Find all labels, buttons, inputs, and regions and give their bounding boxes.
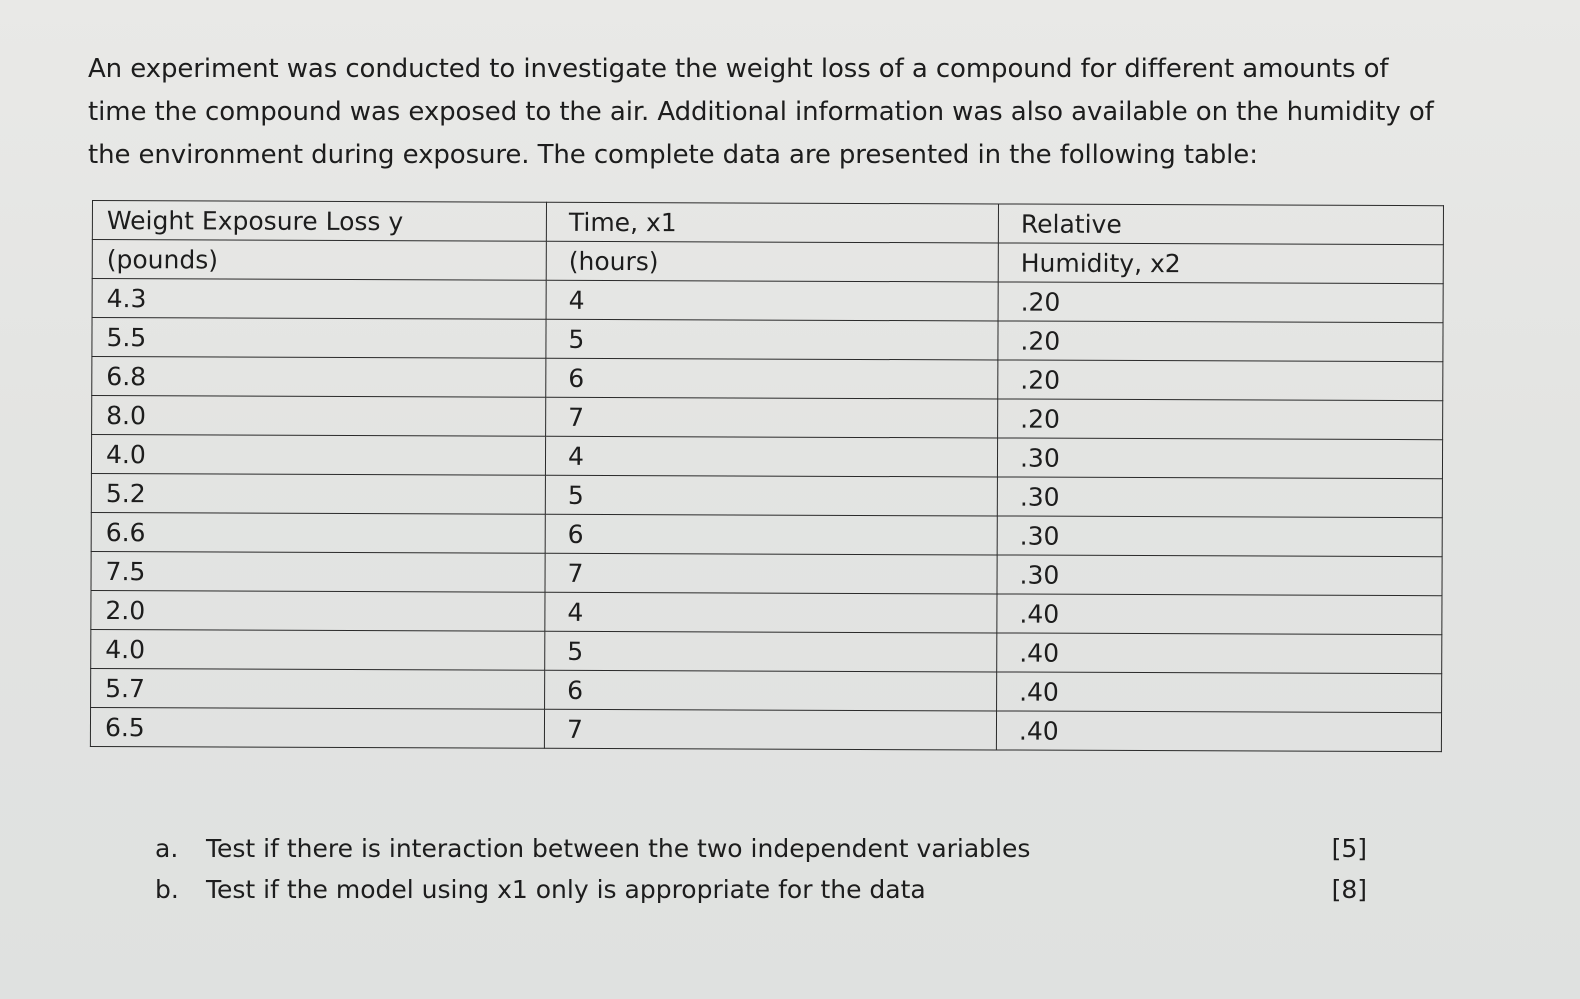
table-row — [90, 707, 1441, 751]
cell-humidity: .20 — [998, 321, 1443, 362]
cell-weight-loss: 5.5 — [92, 318, 546, 359]
cell-humidity: .30 — [997, 555, 1442, 596]
table-row — [91, 590, 1442, 634]
problem-statement — [88, 48, 1488, 177]
cell-weight-loss: 6.8 — [92, 357, 546, 398]
cell-humidity: .40 — [997, 594, 1442, 635]
table-row — [92, 396, 1443, 440]
table-header-row — [92, 240, 1443, 284]
cell-humidity: .30 — [997, 438, 1442, 479]
table-row — [92, 318, 1443, 362]
data-table — [90, 200, 1444, 752]
header-weight-loss: Weight Exposure Loss y — [92, 201, 546, 242]
cell-time: 7 — [545, 553, 997, 594]
table-row — [91, 551, 1442, 595]
question-marks: [8] — [1331, 875, 1367, 904]
cell-time: 4 — [545, 436, 997, 477]
question-letter: b. — [155, 875, 179, 904]
cell-time: 4 — [545, 592, 997, 633]
header-time-unit: (hours) — [546, 241, 998, 282]
header-humidity: Relative — [998, 204, 1443, 245]
question-letter: a. — [155, 834, 179, 863]
cell-time: 5 — [546, 319, 998, 360]
question-list — [155, 828, 1385, 910]
cell-weight-loss: 4.0 — [91, 435, 545, 476]
cell-weight-loss: 2.0 — [91, 590, 545, 631]
question-item — [155, 828, 1385, 869]
cell-time: 7 — [544, 709, 996, 750]
cell-humidity: .20 — [998, 282, 1443, 323]
cell-humidity: .30 — [997, 477, 1442, 518]
cell-weight-loss: 7.5 — [91, 551, 545, 592]
problem-statement-line-1: An experiment was conducted to investigate the weight loss of a compound for different amounts of — [88, 54, 1389, 84]
cell-weight-loss: 6.5 — [90, 707, 544, 748]
cell-humidity: .40 — [996, 711, 1441, 752]
cell-weight-loss: 8.0 — [92, 396, 546, 437]
table-row — [91, 435, 1442, 479]
cell-time: 4 — [546, 280, 998, 321]
header-weight-loss-unit: (pounds) — [92, 240, 546, 281]
question-text: Test if there is interaction between the two independent variables — [206, 834, 1031, 863]
problem-statement-line-3: the environment during exposure. The complete data are presented in the following table: — [88, 140, 1258, 170]
cell-humidity: .20 — [998, 399, 1443, 440]
problem-statement-line-2: time the compound was exposed to the air. Additional information was also available on the humidity of — [88, 97, 1434, 127]
cell-weight-loss: 4.3 — [92, 279, 546, 320]
table-header-row — [92, 201, 1443, 245]
table-row — [91, 629, 1442, 673]
cell-weight-loss: 4.0 — [91, 629, 545, 670]
question-marks: [5] — [1331, 834, 1367, 863]
cell-time: 5 — [545, 475, 997, 516]
cell-humidity: .30 — [997, 516, 1442, 557]
cell-weight-loss: 5.2 — [91, 473, 545, 514]
table-row — [91, 473, 1442, 517]
question-item — [155, 869, 1385, 910]
header-time: Time, x1 — [546, 202, 998, 243]
header-humidity-unit: Humidity, x2 — [998, 243, 1443, 284]
cell-time: 5 — [545, 631, 997, 672]
cell-time: 7 — [546, 397, 998, 438]
table-row — [91, 512, 1442, 556]
cell-humidity: .40 — [997, 633, 1442, 674]
question-text: Test if the model using x1 only is appropriate for the data — [206, 875, 926, 904]
cell-weight-loss: 5.7 — [91, 668, 545, 709]
cell-time: 6 — [546, 358, 998, 399]
cell-humidity: .20 — [998, 360, 1443, 401]
cell-humidity: .40 — [997, 672, 1442, 713]
cell-time: 6 — [545, 514, 997, 555]
table-row — [92, 357, 1443, 401]
cell-time: 6 — [545, 670, 997, 711]
cell-weight-loss: 6.6 — [91, 512, 545, 553]
table-row — [91, 668, 1442, 712]
table-row — [92, 279, 1443, 323]
